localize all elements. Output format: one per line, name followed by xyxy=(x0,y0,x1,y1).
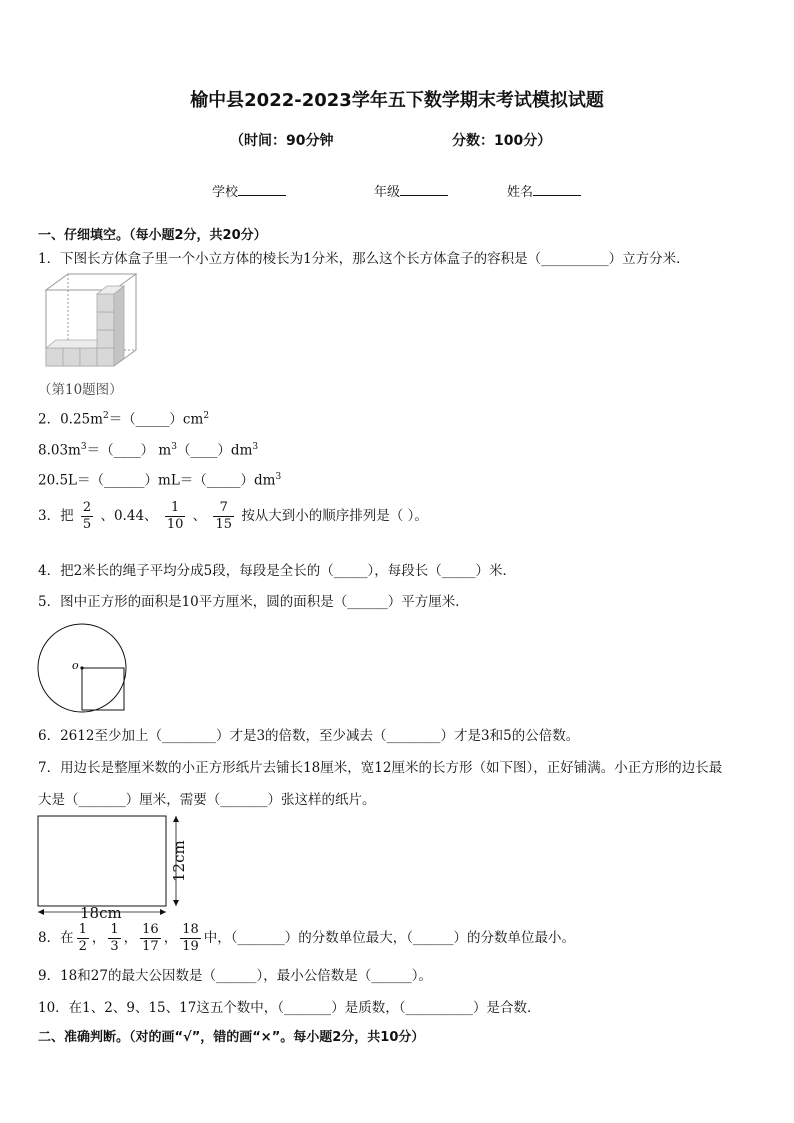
name-field[interactable] xyxy=(507,181,581,200)
grade-label: 年级 xyxy=(374,185,401,200)
question-9: 9．18和27的最大公因数是（______），最小公倍数是（______）。 xyxy=(38,968,432,984)
rectangle xyxy=(38,816,166,906)
square xyxy=(82,668,124,710)
arrow-up xyxy=(173,816,179,822)
question-2b: $8.03m^3=(\_\_\_\_)$ $m^3(\_\_\_\_)dm^3$ xyxy=(38,442,259,459)
fraction: $\frac{18}{19}$ xyxy=(182,922,199,954)
name-label: 姓名 xyxy=(507,185,534,200)
school-blank[interactable] xyxy=(238,183,286,196)
cube xyxy=(63,348,80,366)
fraction: $\frac{16}{17}$ xyxy=(142,922,159,954)
fraction: $\frac{1}{10}$ xyxy=(166,500,184,532)
name-blank[interactable] xyxy=(533,183,581,196)
question-7-line2: 大是（_______）厘米，需要（_______）张这样的纸片。 xyxy=(38,792,376,808)
cube xyxy=(97,348,114,366)
circle-square-figure xyxy=(36,622,128,714)
arrow-down xyxy=(173,900,179,906)
exam-score: 分数：100分） xyxy=(452,133,552,149)
question-6: 6．2612至少加上（________）才是3的倍数，至少减去（________）才是3和5的公倍数。 xyxy=(38,728,580,744)
width-label: 18cm xyxy=(80,904,122,922)
question-2a: 2．$0.25m^2=(\_\_\_\_\_)cm^2$ xyxy=(38,411,210,428)
center-dot xyxy=(80,666,83,669)
fraction: $\frac{7}{15}$ xyxy=(215,500,233,532)
cube xyxy=(97,312,114,330)
rectangle-figure xyxy=(34,812,190,922)
exam-time: （时间：90分钟 xyxy=(230,133,334,149)
section2-heading: 二、准确判断。（对的画“√”，错的画“×”。每小题2分，共10分） xyxy=(38,1030,425,1045)
cube xyxy=(46,348,63,366)
fraction: $\frac{1}{3}$ xyxy=(110,922,119,954)
question-10: 10．在1、2、9、15、17这五个数中，（_______）是质数，（__________）是合数． xyxy=(38,1000,541,1016)
grade-field[interactable] xyxy=(374,181,448,200)
box-figure xyxy=(38,272,138,372)
school-field[interactable] xyxy=(212,181,286,200)
question-8: 8．在 $\frac{1}{2}$ ， $\frac{1}{3}$ ， $\frac{16}{17}$ ， $\frac{18}{19}$ 中，（_______）的分数单位最大，（______）的分数单位最小。 xyxy=(38,922,575,954)
school-label: 学校 xyxy=(212,185,239,200)
figure-caption: （第10题图） xyxy=(38,382,123,398)
cube-col-side xyxy=(114,286,124,366)
cube xyxy=(97,294,114,312)
cube xyxy=(97,330,114,348)
arrow-right xyxy=(160,909,166,915)
section1-heading: 一、仔细填空。（每小题2分，共20分） xyxy=(38,228,267,243)
question-7-line1: 7．用边长是整厘米数的小正方形纸片去铺长18厘米，宽12厘米的长方形（如下图），正好铺满。小正方形的边长最 xyxy=(38,760,723,776)
fraction: $\frac{1}{2}$ xyxy=(78,922,87,954)
arrow-left xyxy=(38,909,44,915)
question-1: 1．下图长方体盒子里一个小立方体的棱长为1分米，那么这个长方体盒子的容积是（__________）立方分米． xyxy=(38,251,690,267)
question-5: 5．图中正方形的面积是10平方厘米，圆的面积是（______）平方厘米． xyxy=(38,594,469,610)
grade-blank[interactable] xyxy=(400,183,448,196)
question-2c: $20.5L=(\_\_\_\_\_\_)mL=(\_\_\_\_\_)dm^3$ xyxy=(38,472,282,489)
question-4: 4．把2米长的绳子平均分成5段，每段是全长的（_____），每段长（_____）米． xyxy=(38,563,517,579)
cube xyxy=(80,348,97,366)
question-3: 3．把 $\frac{2}{5}$ 、0.44、 $\frac{1}{10}$ 、 $\frac{7}{15}$ 按从大到小的顺序排列是（ ）。 xyxy=(38,500,428,532)
fraction: $\frac{2}{5}$ xyxy=(82,500,92,532)
center-label: o xyxy=(72,659,79,672)
height-label: 12cm xyxy=(170,840,188,882)
page-title: 榆中县2022-2023学年五下数学期末考试模拟试题 xyxy=(190,90,604,111)
